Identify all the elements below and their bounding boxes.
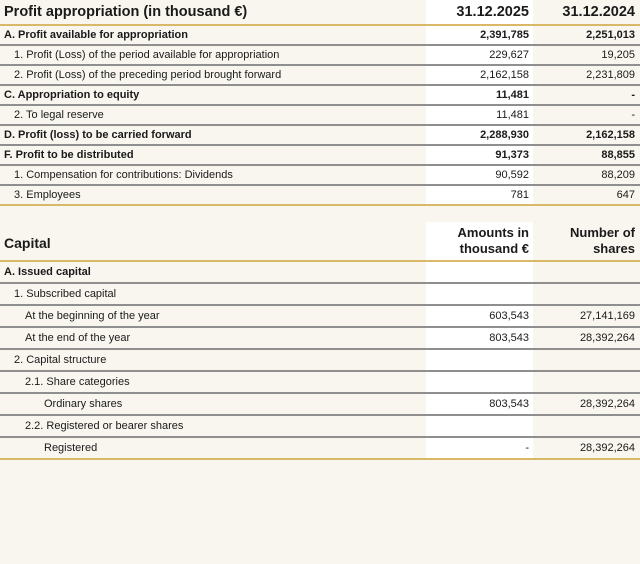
table-header	[0, 0, 640, 26]
row-value-a: 11,481	[426, 106, 533, 124]
row-value-a: 2,391,785	[426, 26, 533, 44]
row-value-b: 2,162,158	[586, 129, 635, 141]
row-label: 2.2. Registered or bearer shares	[25, 420, 184, 432]
row-value-b	[533, 284, 640, 304]
table-row	[0, 416, 640, 438]
row-value-a	[426, 350, 533, 370]
row-value-b: 2,251,013	[586, 29, 635, 41]
row-value-a: 91,373	[426, 146, 533, 164]
column-header-2024: 31.12.2024	[562, 4, 635, 20]
row-value-a: -	[426, 438, 533, 458]
row-label: 1. Profit (Loss) of the period available for appropriation	[14, 49, 280, 61]
table-row	[0, 372, 640, 394]
row-label: At the end of the year	[25, 332, 131, 344]
row-value-a	[426, 284, 533, 304]
row-value-b: 647	[616, 189, 635, 201]
profit-appropriation-table	[0, 0, 640, 206]
row-label: C. Appropriation to equity	[4, 89, 140, 101]
column-header-amounts	[426, 222, 533, 260]
row-value-a: 781	[426, 186, 533, 204]
row-value-b: 19,205	[601, 49, 635, 61]
row-label: A. Profit available for appropriation	[4, 29, 188, 41]
table-row	[0, 126, 640, 146]
row-value-b	[533, 262, 640, 282]
row-value-b: -	[631, 109, 635, 121]
table-row	[0, 86, 640, 106]
table-row	[0, 106, 640, 126]
row-value-a	[426, 372, 533, 392]
row-value-a	[426, 416, 533, 436]
row-label: 1. Subscribed capital	[14, 288, 117, 300]
row-label: 2.1. Share categories	[25, 376, 130, 388]
table-title: Capital	[4, 235, 51, 251]
table-row	[0, 438, 640, 460]
row-value-b: 28,392,264	[579, 442, 635, 454]
column-header-shares	[533, 222, 640, 260]
column-header-shares-line1: Number of	[570, 225, 635, 240]
row-value-a: 803,543	[426, 394, 533, 414]
table-row	[0, 66, 640, 86]
row-value-b: 27,141,169	[579, 310, 635, 322]
row-label: 3. Employees	[14, 189, 81, 201]
column-header-amounts-line2: thousand €	[459, 241, 529, 256]
row-label: 1. Compensation for contributions: Dividends	[14, 169, 233, 181]
table-title: Profit appropriation (in thousand €)	[4, 4, 248, 20]
row-value-b: -	[631, 89, 635, 101]
row-value-a: 11,481	[426, 86, 533, 104]
row-value-b: 28,392,264	[579, 398, 635, 410]
table-row	[0, 262, 640, 284]
row-label: 2. To legal reserve	[14, 109, 104, 121]
row-value-b	[533, 350, 640, 370]
row-label: 2. Profit (Loss) of the preceding period brought forward	[14, 69, 282, 81]
row-label: A. Issued capital	[4, 266, 91, 278]
row-value-a: 603,543	[426, 306, 533, 326]
table-row	[0, 146, 640, 166]
table-header	[0, 222, 640, 262]
table-row	[0, 328, 640, 350]
row-value-a: 90,592	[426, 166, 533, 184]
row-label: D. Profit (loss) to be carried forward	[4, 129, 192, 141]
table-row	[0, 46, 640, 66]
table-row	[0, 350, 640, 372]
capital-table	[0, 222, 640, 460]
row-value-a: 2,288,930	[426, 126, 533, 144]
row-label: Ordinary shares	[44, 398, 123, 410]
table-row	[0, 166, 640, 186]
column-header-2025: 31.12.2025	[426, 0, 533, 24]
row-value-a: 803,543	[426, 328, 533, 348]
column-header-shares-line2: shares	[593, 241, 635, 256]
row-value-b: 28,392,264	[579, 332, 635, 344]
row-label: At the beginning of the year	[25, 310, 160, 322]
row-value-b	[533, 416, 640, 436]
section-spacer	[0, 206, 640, 222]
row-label: F. Profit to be distributed	[4, 149, 134, 161]
table-row	[0, 394, 640, 416]
table-row	[0, 284, 640, 306]
row-value-a	[426, 262, 533, 282]
row-value-b	[533, 372, 640, 392]
table-row	[0, 186, 640, 206]
row-label: 2. Capital structure	[14, 354, 107, 366]
row-value-a: 229,627	[426, 46, 533, 64]
row-value-b: 2,231,809	[586, 69, 635, 81]
row-value-b: 88,855	[601, 149, 635, 161]
row-label: Registered	[44, 442, 98, 454]
table-row	[0, 26, 640, 46]
column-header-amounts-line1: Amounts in	[457, 225, 529, 240]
row-value-b: 88,209	[601, 169, 635, 181]
table-row	[0, 306, 640, 328]
row-value-a: 2,162,158	[426, 66, 533, 84]
